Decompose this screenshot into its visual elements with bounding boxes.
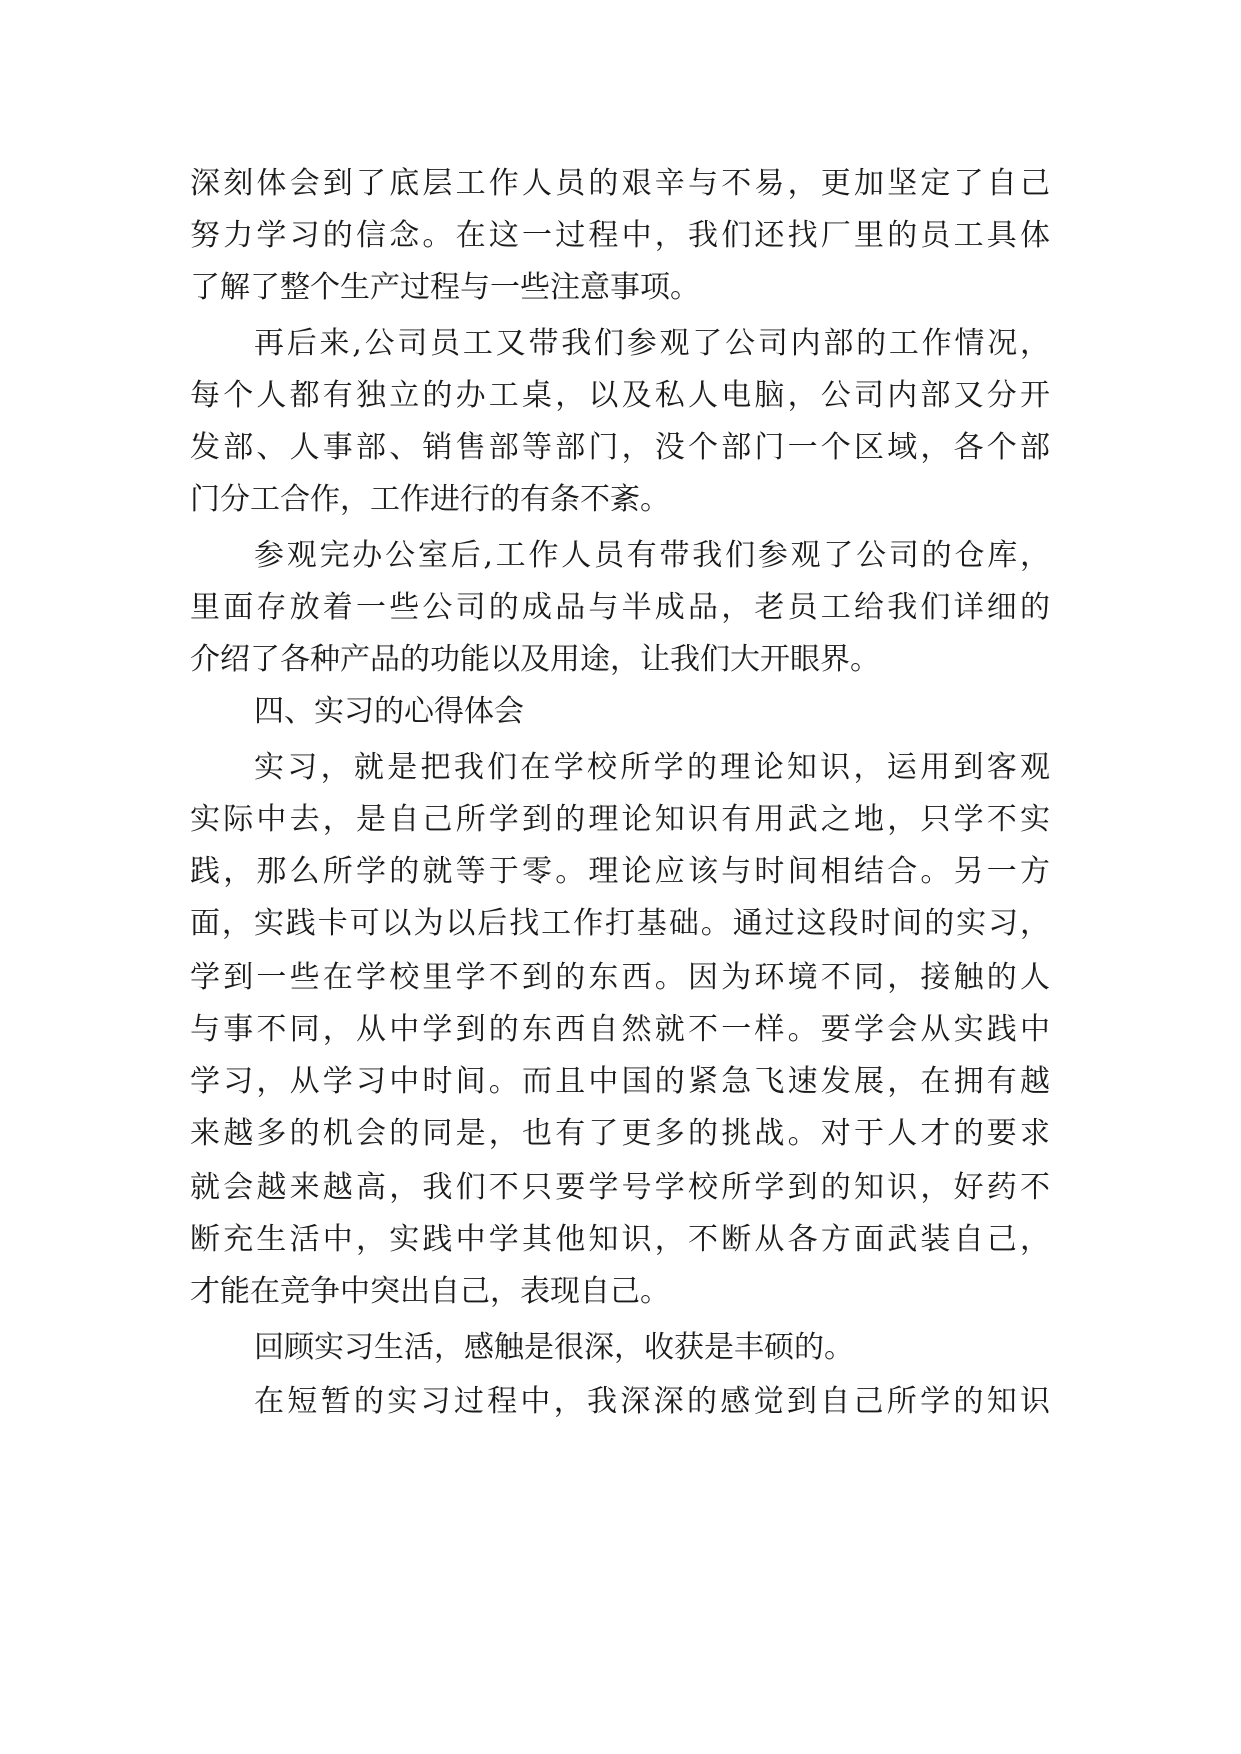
text-line: 了解了整个生产过程与一些注意事项。 (190, 270, 700, 305)
text-line: 每个人都有独立的办工桌，以及私人电脑，公司内部又分开 (190, 378, 1050, 413)
text-line: 断充生活中，实践中学其他知识，不断从各方面武装自己， (190, 1222, 1050, 1257)
text-line: 学习，从学习中时间。而且中国的紧急飞速发展，在拥有越 (190, 1064, 1050, 1099)
text-line: 介绍了各种产品的功能以及用途，让我们大开眼界。 (190, 642, 880, 677)
text-line: 实际中去，是自己所学到的理论知识有用武之地，只学不实 (190, 802, 1050, 837)
text-line: 努力学习的信念。在这一过程中，我们还找厂里的员工具体 (190, 218, 1050, 253)
paragraph-first-line: 参观完办公室后,工作人员有带我们参观了公司的仓库， (254, 538, 1050, 573)
paragraph-first-line: 在短暂的实习过程中，我深深的感觉到自己所学的知识 (254, 1384, 1050, 1419)
section-heading: 四、实习的心得体会 (254, 694, 524, 729)
text-line: 才能在竞争中突出自己，表现自己。 (190, 1274, 670, 1309)
text-line: 学到一些在学校里学不到的东西。因为环境不同，接触的人 (190, 960, 1050, 995)
text-line: 面，实践卡可以为以后找工作打基础。通过这段时间的实习， (190, 906, 1050, 941)
text-line: 发部、人事部、销售部等部门，没个部门一个区域，各个部 (190, 430, 1050, 465)
text-line: 与事不同，从中学到的东西自然就不一样。要学会从实践中 (190, 1012, 1050, 1047)
paragraph-first-line: 实习，就是把我们在学校所学的理论知识，运用到客观 (254, 750, 1050, 785)
text-line: 深刻体会到了底层工作人员的艰辛与不易，更加坚定了自己 (190, 166, 1050, 201)
text-line: 门分工合作，工作进行的有条不紊。 (190, 482, 670, 517)
paragraph-first-line: 回顾实习生活，感触是很深，收获是丰硕的。 (254, 1330, 854, 1365)
text-line: 来越多的机会的同是，也有了更多的挑战。对于人才的要求 (190, 1116, 1050, 1151)
text-line: 践，那么所学的就等于零。理论应该与时间相结合。另一方 (190, 854, 1050, 889)
text-line: 就会越来越高，我们不只要学号学校所学到的知识，好药不 (190, 1170, 1050, 1205)
text-line: 里面存放着一些公司的成品与半成品，老员工给我们详细的 (190, 590, 1050, 625)
paragraph-first-line: 再后来,公司员工又带我们参观了公司内部的工作情况， (254, 326, 1050, 361)
